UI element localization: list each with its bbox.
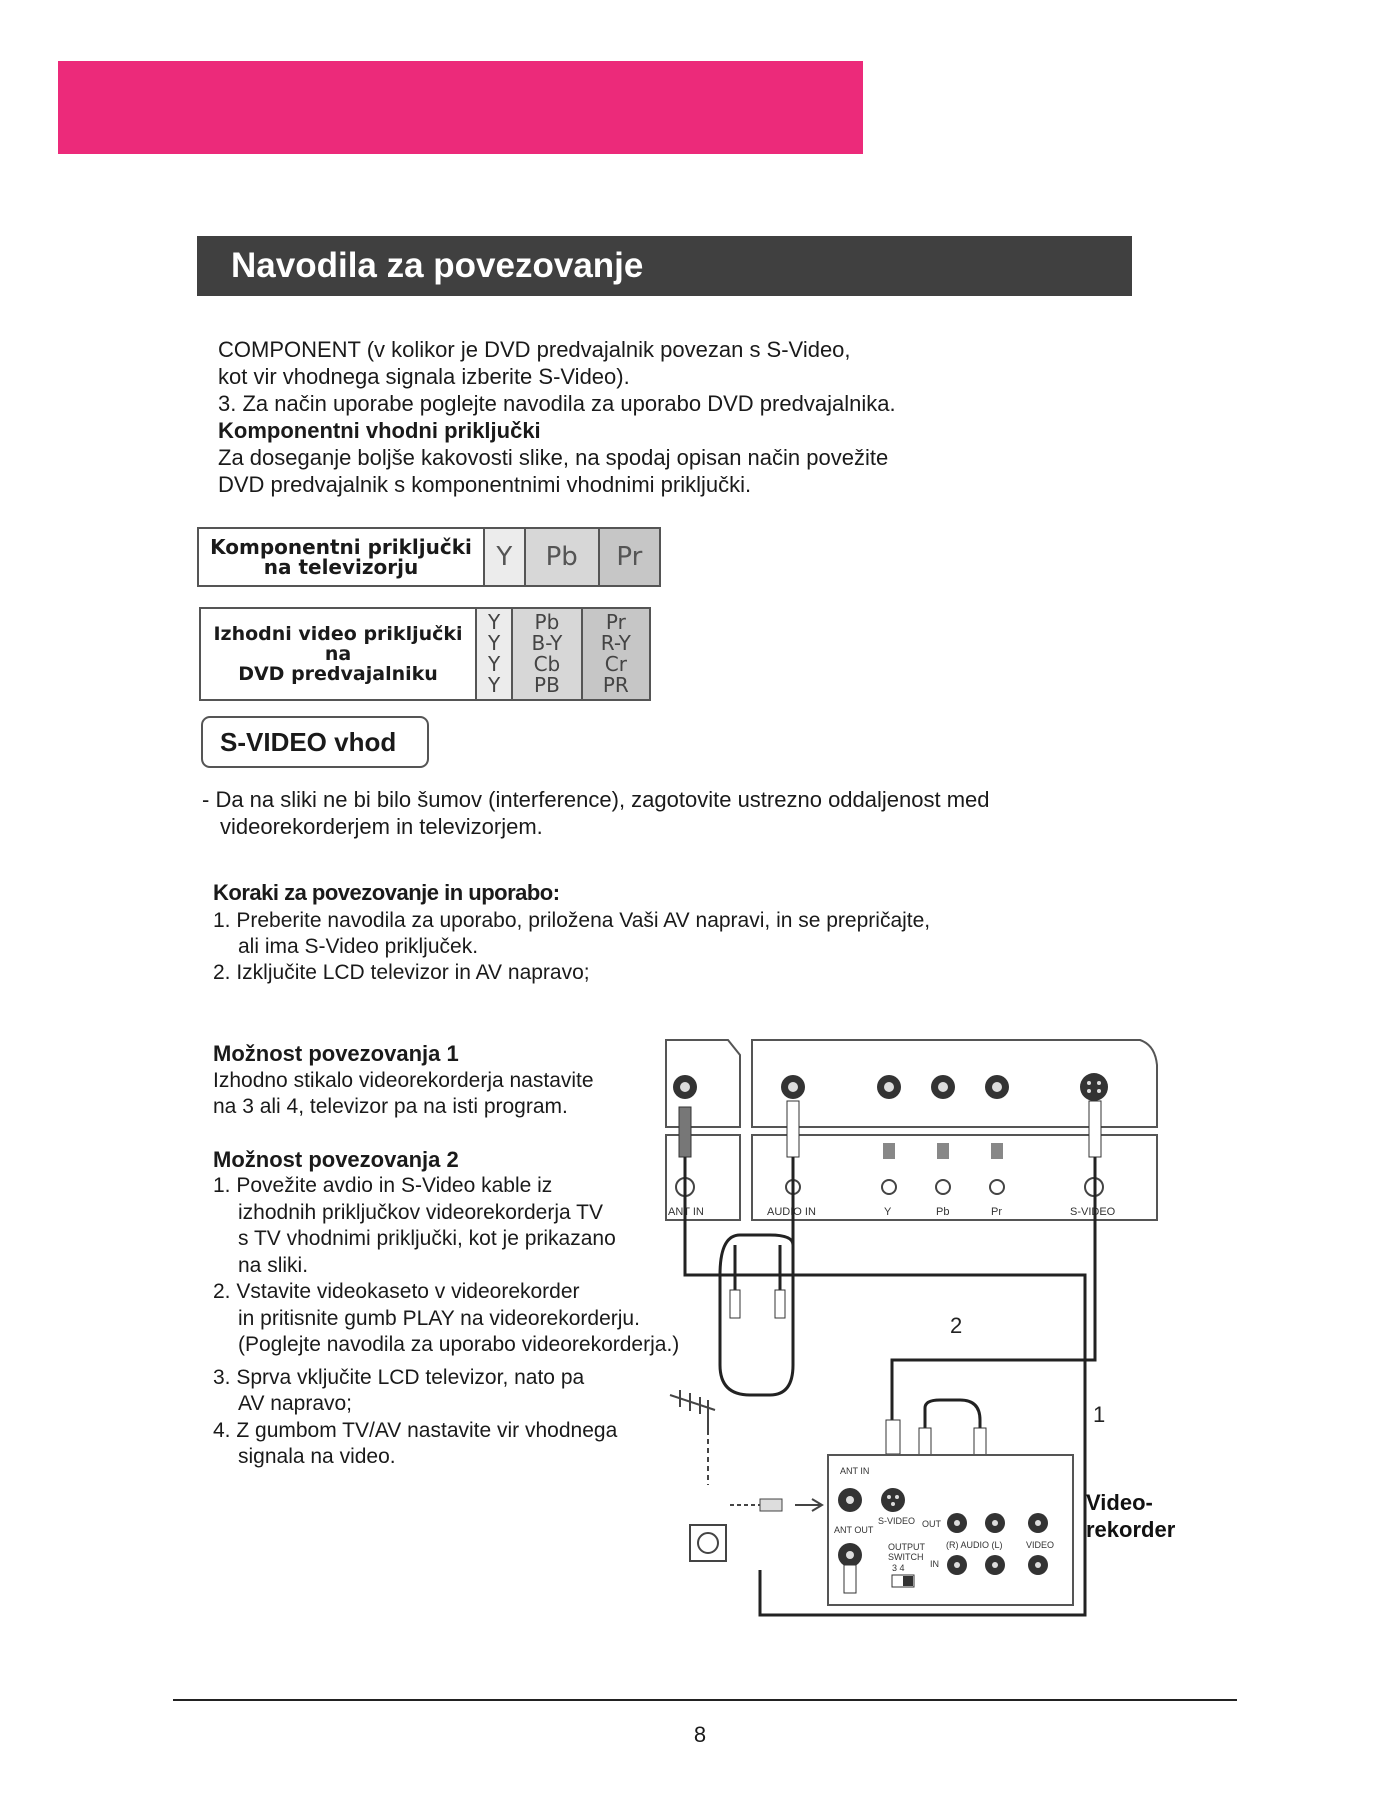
step-1-line-1: 1. Preberite navodila za uporabo, priložena Vaši AV napravi, in se prepričajte, (213, 909, 931, 932)
vcr-label-switch-nums: 3 4 (892, 1563, 905, 1573)
dvd-table-label-line-3: DVD predvajalniku (238, 663, 438, 685)
tv-table-label-line-2: na televizorju (263, 555, 419, 579)
step-2: 2. Izključite LCD televizor in AV napravo; (213, 961, 590, 984)
tv-table-label-line-1: Komponentni priključki (210, 535, 472, 559)
ant-plug-icon (679, 1107, 691, 1157)
tv-jack-pr-icon (985, 1075, 1009, 1099)
intro-line-2: kot vir vhodnega signala izberite S-Video). (218, 364, 630, 389)
dvd-pb-4: PB (534, 673, 560, 697)
vcr-label-in: IN (930, 1559, 939, 1569)
svideo-section-tab: S-VIDEO vhod (201, 716, 429, 768)
callout-1: 1 (1093, 1402, 1106, 1427)
vcr-audio-plug-l-icon (974, 1428, 986, 1458)
tv-label-ant-in: ANT IN (668, 1206, 704, 1218)
pb-plug-stub (937, 1143, 949, 1159)
vcr-svideo-plug-icon (886, 1420, 900, 1454)
coax-plug-icon (760, 1499, 782, 1511)
tv-jack-ant-icon (673, 1075, 697, 1099)
dvd-table-label (200, 608, 476, 700)
callout-2: 2 (950, 1313, 963, 1338)
dvd-output-table (199, 607, 651, 701)
tv-label-pb: Pb (936, 1206, 950, 1218)
header-color-bar (58, 61, 863, 154)
option-2-s3-line-1: 3. Sprva vključite LCD televizor, nato pa (213, 1365, 585, 1389)
vcr-out-r-jack-icon (947, 1513, 967, 1533)
dvd-table-label-line-2: na (324, 643, 352, 665)
vcr-label-s-video: S-VIDEO (878, 1516, 916, 1526)
dvd-y-2: Y (487, 631, 501, 655)
tv-jack-audio-icon (781, 1075, 805, 1099)
tv-table-label (198, 528, 484, 586)
vcr-in-l-jack-icon (985, 1555, 1005, 1575)
audio-plug-icon (787, 1101, 799, 1157)
dvd-pr-3: Cr (604, 652, 627, 676)
antenna-icon (670, 1390, 715, 1485)
option-2-s1-line-1: 1. Povežite avdio in S-Video kable iz (213, 1174, 553, 1197)
option-1-heading: Možnost povezovanja 1 (213, 1041, 459, 1066)
vcr-name-line-2: rekorder (1086, 1517, 1176, 1542)
svideo-plug-icon (1089, 1101, 1101, 1157)
page-title: Navodila za povezovanje (197, 236, 1132, 296)
tv-label-audio-in: AUDIO IN (767, 1206, 816, 1218)
dvd-col-y (476, 608, 512, 700)
vcr-label-ant-in: ANT IN (840, 1466, 870, 1476)
audio-plug-right-icon (775, 1290, 785, 1318)
tv-component-table (197, 527, 661, 587)
dvd-pr-4: PR (602, 673, 629, 697)
option-2-s4-line-1: 4. Z gumbom TV/AV nastavite vir vhodnega (213, 1418, 618, 1442)
dvd-pb-2: B-Y (531, 631, 563, 655)
step-1-line-2: ali ima S-Video priključek. (238, 935, 479, 958)
dvd-y-1: Y (487, 610, 501, 634)
intro-text (218, 336, 1018, 498)
tv-jack-pb-icon (931, 1075, 955, 1099)
option-2-s1-line-4: na sliki. (238, 1253, 309, 1277)
vcr-ant-out-jack-icon (838, 1543, 862, 1567)
vcr-label-output: OUTPUT (888, 1542, 925, 1552)
vcr-label-audio: (R) AUDIO (L) (946, 1540, 1003, 1550)
vcr-in-video-jack-icon (1028, 1555, 1048, 1575)
intro-line-3: 3. Za način uporabe poglejte navodila za uporabo DVD predvajalnika. (218, 391, 896, 416)
audio-y-cable (925, 1400, 980, 1430)
vcr-svideo-jack-icon (881, 1488, 905, 1512)
dvd-pb-3: Cb (533, 652, 561, 676)
arrow-right-icon (795, 1499, 822, 1511)
dvd-pr-1: Pr (605, 610, 626, 634)
tv-jack-y-icon (877, 1075, 901, 1099)
intro-para-1: Za doseganje boljše kakovosti slike, na spodaj opisan način povežite (218, 445, 889, 470)
dvd-table-label-line-1: Izhodni video priključki (213, 623, 463, 645)
tv-signal-pr: Pr (599, 528, 660, 586)
option-2-s3-line-2: AV napravo; (238, 1392, 353, 1415)
svideo-note (202, 786, 1162, 840)
dvd-col-pb (512, 608, 581, 700)
dvd-y-4: Y (487, 673, 501, 697)
tv-label-pr: Pr (991, 1206, 1002, 1218)
option-2-s1-line-2: izhodnih priključkov videorekorderja TV (238, 1200, 603, 1224)
option-2-s4-line-2: signala na video. (238, 1445, 396, 1468)
vcr-in-r-jack-icon (947, 1555, 967, 1575)
option-2-heading: Možnost povezovanja 2 (213, 1146, 459, 1172)
audio-cable-plugs (735, 1245, 780, 1315)
wall-socket-icon (690, 1525, 726, 1561)
dvd-pb-1: Pb (534, 610, 560, 634)
tv-label-s-video: S-VIDEO (1070, 1206, 1116, 1218)
vcr-name-line-1: Video- (1086, 1490, 1153, 1515)
tv-signal-y: Y (484, 528, 525, 586)
vcr-label-out: OUT (922, 1519, 941, 1529)
vcr-ant-in-jack-icon (838, 1488, 862, 1512)
audio-plug-left-icon (730, 1290, 740, 1318)
option-2-s2-line-2: in pritisnite gumb PLAY na videorekorderju. (238, 1306, 640, 1330)
option-2-s2-line-1: 2. Vstavite videokaseto v videorekorder (213, 1280, 580, 1303)
page-number: 8 (693, 1722, 707, 1747)
component-subheading: Komponentni vhodni priključki (218, 418, 541, 443)
option-2-s2-line-3: (Poglejte navodila za uporabo videorekorderja.) (238, 1333, 680, 1356)
connection-steps (213, 880, 1113, 986)
dvd-pr-2: R-Y (600, 631, 631, 655)
intro-line-1: COMPONENT (v kolikor je DVD predvajalnik povezan s S-Video, (218, 337, 851, 362)
tv-label-y: Y (884, 1206, 892, 1218)
vcr-out-l-jack-icon (985, 1513, 1005, 1533)
vcr-label-video: VIDEO (1026, 1540, 1055, 1550)
vcr-out-video-jack-icon (1028, 1513, 1048, 1533)
tv-signal-pb: Pb (525, 528, 599, 586)
vcr-label-switch: SWITCH (888, 1552, 924, 1562)
vcr-audio-plug-r-icon (919, 1428, 931, 1458)
tv-jack-svideo-icon (1080, 1073, 1108, 1101)
y-plug-stub (883, 1143, 895, 1159)
intro-para-2: DVD predvajalnik s komponentnimi vhodnimi priključki. (218, 472, 752, 497)
pr-plug-stub (991, 1143, 1003, 1159)
connection-diagram (660, 1035, 1200, 1635)
option-1-line-1: Izhodno stikalo videorekorderja nastavite (213, 1068, 594, 1092)
svideo-note-line-1: - Da na sliki ne bi bilo šumov (interference), zagotovite ustrezno oddaljenost med (202, 787, 990, 812)
dvd-col-pr (582, 608, 650, 700)
svideo-note-line-2: videorekorderjem in televizorjem. (220, 814, 543, 839)
dvd-y-3: Y (487, 652, 501, 676)
vcr-label-ant-out: ANT OUT (834, 1525, 874, 1535)
option-1-line-2: na 3 ali 4, televizor pa na isti program. (213, 1095, 568, 1118)
steps-heading: Koraki za povezovanje in uporabo: (213, 880, 560, 905)
option-2-s1-line-3: s TV vhodnimi priključki, kot je prikazano (238, 1227, 616, 1250)
vcr-ant-out-plug-icon (844, 1565, 856, 1593)
footer-divider (173, 1699, 1237, 1701)
